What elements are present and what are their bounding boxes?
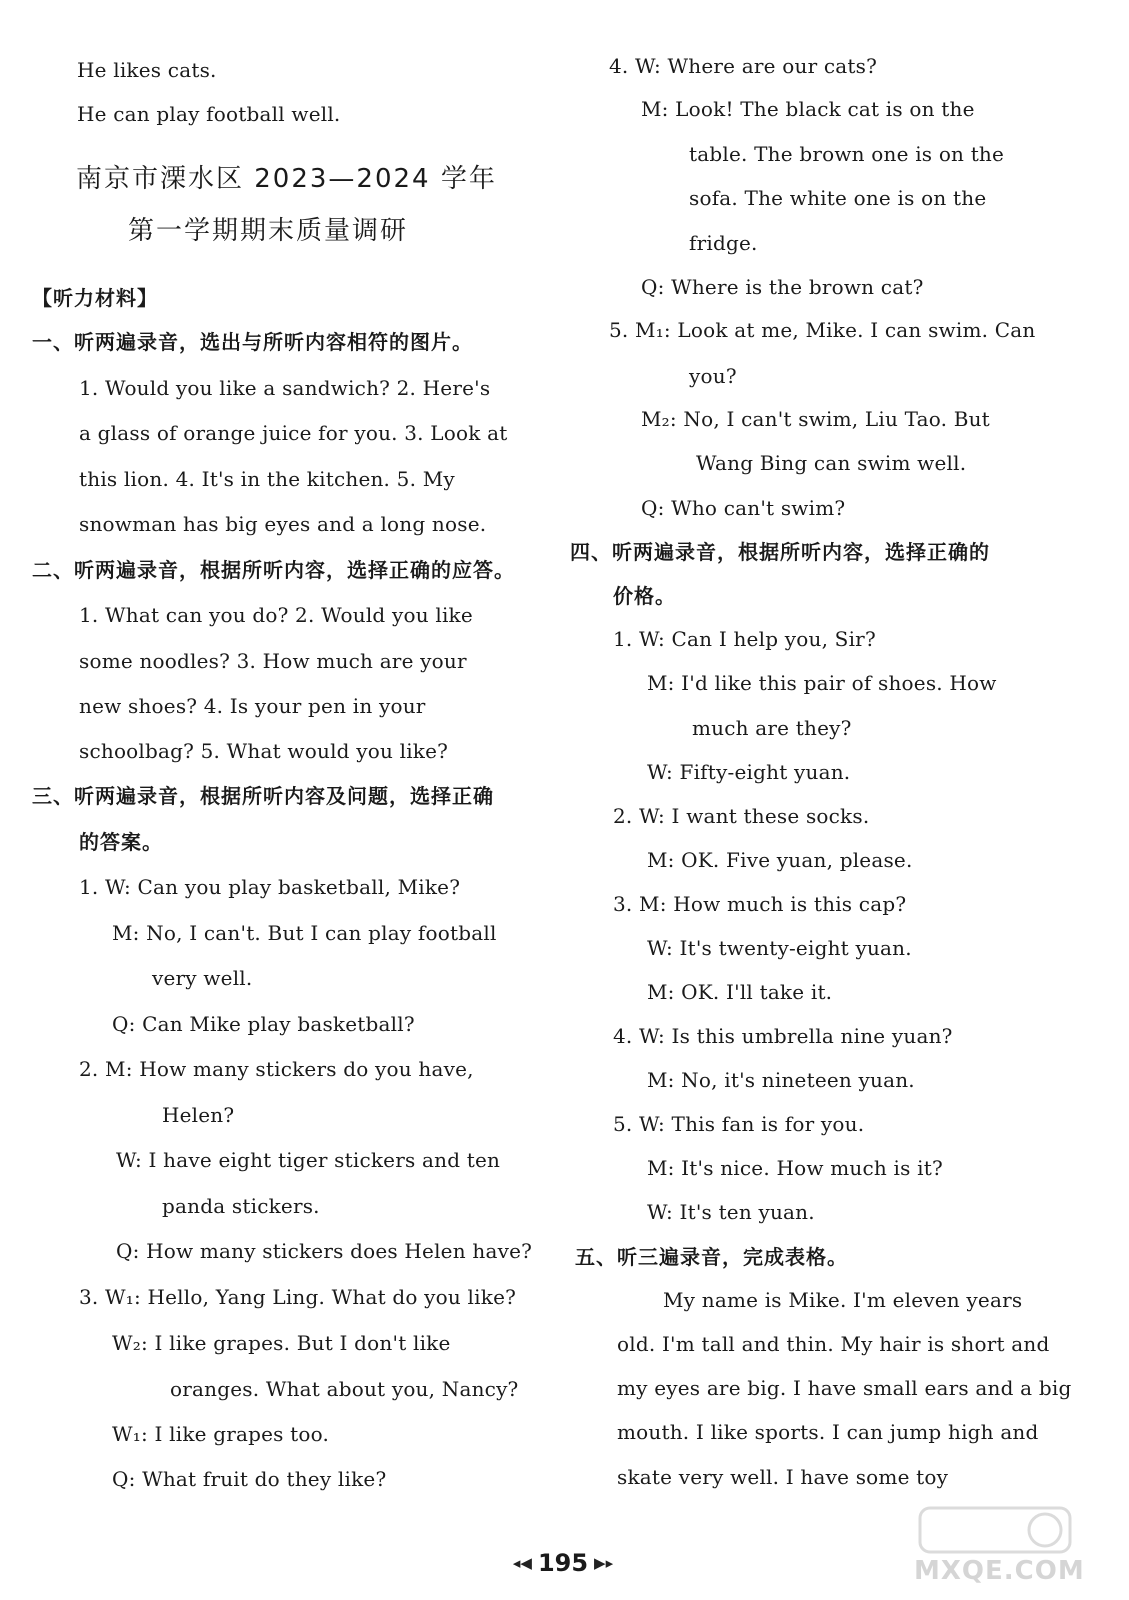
section-4-heading-cont: 价格。 bbox=[613, 584, 676, 608]
exam-title-line-2: 第一学期期末质量调研 bbox=[128, 216, 409, 246]
paragraph-line: skate very well. I have some toy bbox=[617, 1465, 949, 1489]
dialogue-line: much are they? bbox=[692, 716, 852, 740]
dialogue-line: 3. W₁: Hello, Yang Ling. What do you like? bbox=[79, 1285, 517, 1309]
dialogue-line: Q: Where is the brown cat? bbox=[641, 275, 924, 299]
watermark-text: MXQE.COM bbox=[914, 1556, 1085, 1586]
dialogue-line: W: Fifty-eight yuan. bbox=[647, 760, 851, 784]
text-line: schoolbag? 5. What would you like? bbox=[79, 739, 449, 763]
page-footer bbox=[478, 1546, 648, 1580]
dialogue-line: M: It's nice. How much is it? bbox=[647, 1156, 943, 1180]
paragraph-line: old. I'm tall and thin. My hair is short and bbox=[617, 1332, 1050, 1356]
text-line: a glass of orange juice for you. 3. Look at bbox=[79, 421, 508, 445]
dialogue-line: 4. W: Where are our cats? bbox=[609, 54, 878, 78]
dialogue-line: M: No, it's nineteen yuan. bbox=[647, 1068, 915, 1092]
dialogue-line: W: It's twenty-eight yuan. bbox=[647, 936, 912, 960]
text-line: new shoes? 4. Is your pen in your bbox=[79, 694, 426, 718]
dialogue-line: 2. W: I want these socks. bbox=[613, 804, 870, 828]
dialogue-line: Wang Bing can swim well. bbox=[696, 451, 967, 475]
dialogue-line: M: OK. Five yuan, please. bbox=[647, 848, 913, 872]
dialogue-line: M: OK. I'll take it. bbox=[647, 980, 833, 1004]
dialogue-line: sofa. The white one is on the bbox=[689, 186, 987, 210]
text-line: some noodles? 3. How much are your bbox=[79, 649, 467, 673]
dialogue-line: M: I'd like this pair of shoes. How bbox=[647, 671, 997, 695]
page-number: 195 bbox=[537, 1549, 589, 1577]
text-line: He likes cats. bbox=[77, 58, 217, 82]
text-line: snowman has big eyes and a long nose. bbox=[79, 512, 487, 536]
text-line: this lion. 4. It's in the kitchen. 5. My bbox=[79, 467, 455, 491]
site-watermark bbox=[900, 1500, 1100, 1590]
dialogue-line: fridge. bbox=[689, 231, 758, 255]
paragraph-line: my eyes are big. I have small ears and a big bbox=[617, 1376, 1072, 1400]
section-1-heading: 一、听两遍录音，选出与所听内容相符的图片。 bbox=[32, 330, 473, 354]
dialogue-line: W: It's ten yuan. bbox=[647, 1200, 815, 1224]
watermark-logo-icon bbox=[900, 1500, 1100, 1560]
dialogue-line: 3. M: How much is this cap? bbox=[613, 892, 907, 916]
dialogue-line: M: Look! The black cat is on the bbox=[641, 97, 975, 121]
dialogue-line: panda stickers. bbox=[162, 1194, 320, 1218]
dialogue-line: 5. W: This fan is for you. bbox=[613, 1112, 865, 1136]
dialogue-line: 5. M₁: Look at me, Mike. I can swim. Can bbox=[609, 318, 1036, 342]
section-2-heading: 二、听两遍录音，根据所听内容，选择正确的应答。 bbox=[32, 558, 515, 582]
dialogue-line: M₂: No, I can't swim, Liu Tao. But bbox=[641, 407, 990, 431]
section-5-heading: 五、听三遍录音，完成表格。 bbox=[575, 1245, 848, 1269]
text-line: He can play football well. bbox=[77, 102, 341, 126]
dialogue-line: 1. W: Can you play basketball, Mike? bbox=[79, 875, 461, 899]
paragraph-line: My name is Mike. I'm eleven years bbox=[663, 1288, 1023, 1312]
dialogue-line: table. The brown one is on the bbox=[689, 142, 1005, 166]
dialogue-line: W₁: I like grapes too. bbox=[112, 1422, 330, 1446]
prev-arrow-icon: ◂◀ bbox=[512, 1554, 532, 1572]
dialogue-line: W₂: I like grapes. But I don't like bbox=[112, 1331, 451, 1355]
text-line: 1. Would you like a sandwich? 2. Here's bbox=[79, 376, 491, 400]
dialogue-line: very well. bbox=[152, 966, 253, 990]
dialogue-line: 2. M: How many stickers do you have, bbox=[79, 1057, 474, 1081]
dialogue-line: 1. W: Can I help you, Sir? bbox=[613, 627, 876, 651]
exam-title-line-1: 南京市溧水区 2023—2024 学年 bbox=[76, 164, 497, 194]
section-4-heading: 四、听两遍录音，根据所听内容，选择正确的 bbox=[570, 540, 990, 564]
dialogue-line: W: I have eight tiger stickers and ten bbox=[116, 1148, 501, 1172]
dialogue-line: 4. W: Is this umbrella nine yuan? bbox=[613, 1024, 953, 1048]
next-arrow-icon: ▶▸ bbox=[594, 1554, 614, 1572]
dialogue-line: oranges. What about you, Nancy? bbox=[170, 1377, 519, 1401]
dialogue-line: Q: Can Mike play basketball? bbox=[112, 1012, 415, 1036]
dialogue-line: Q: How many stickers does Helen have? bbox=[116, 1239, 533, 1263]
dialogue-line: Q: Who can't swim? bbox=[641, 496, 846, 520]
section-label: 【听力材料】 bbox=[32, 286, 158, 310]
text-line: 1. What can you do? 2. Would you like bbox=[79, 603, 473, 627]
dialogue-line: you? bbox=[689, 364, 737, 388]
section-3-heading: 三、听两遍录音，根据所听内容及问题，选择正确 bbox=[32, 784, 494, 808]
section-3-heading-cont: 的答案。 bbox=[79, 830, 163, 854]
paragraph-line: mouth. I like sports. I can jump high and bbox=[617, 1420, 1039, 1444]
dialogue-line: Helen? bbox=[162, 1103, 235, 1127]
dialogue-line: Q: What fruit do they like? bbox=[112, 1467, 387, 1491]
dialogue-line: M: No, I can't. But I can play football bbox=[112, 921, 497, 945]
